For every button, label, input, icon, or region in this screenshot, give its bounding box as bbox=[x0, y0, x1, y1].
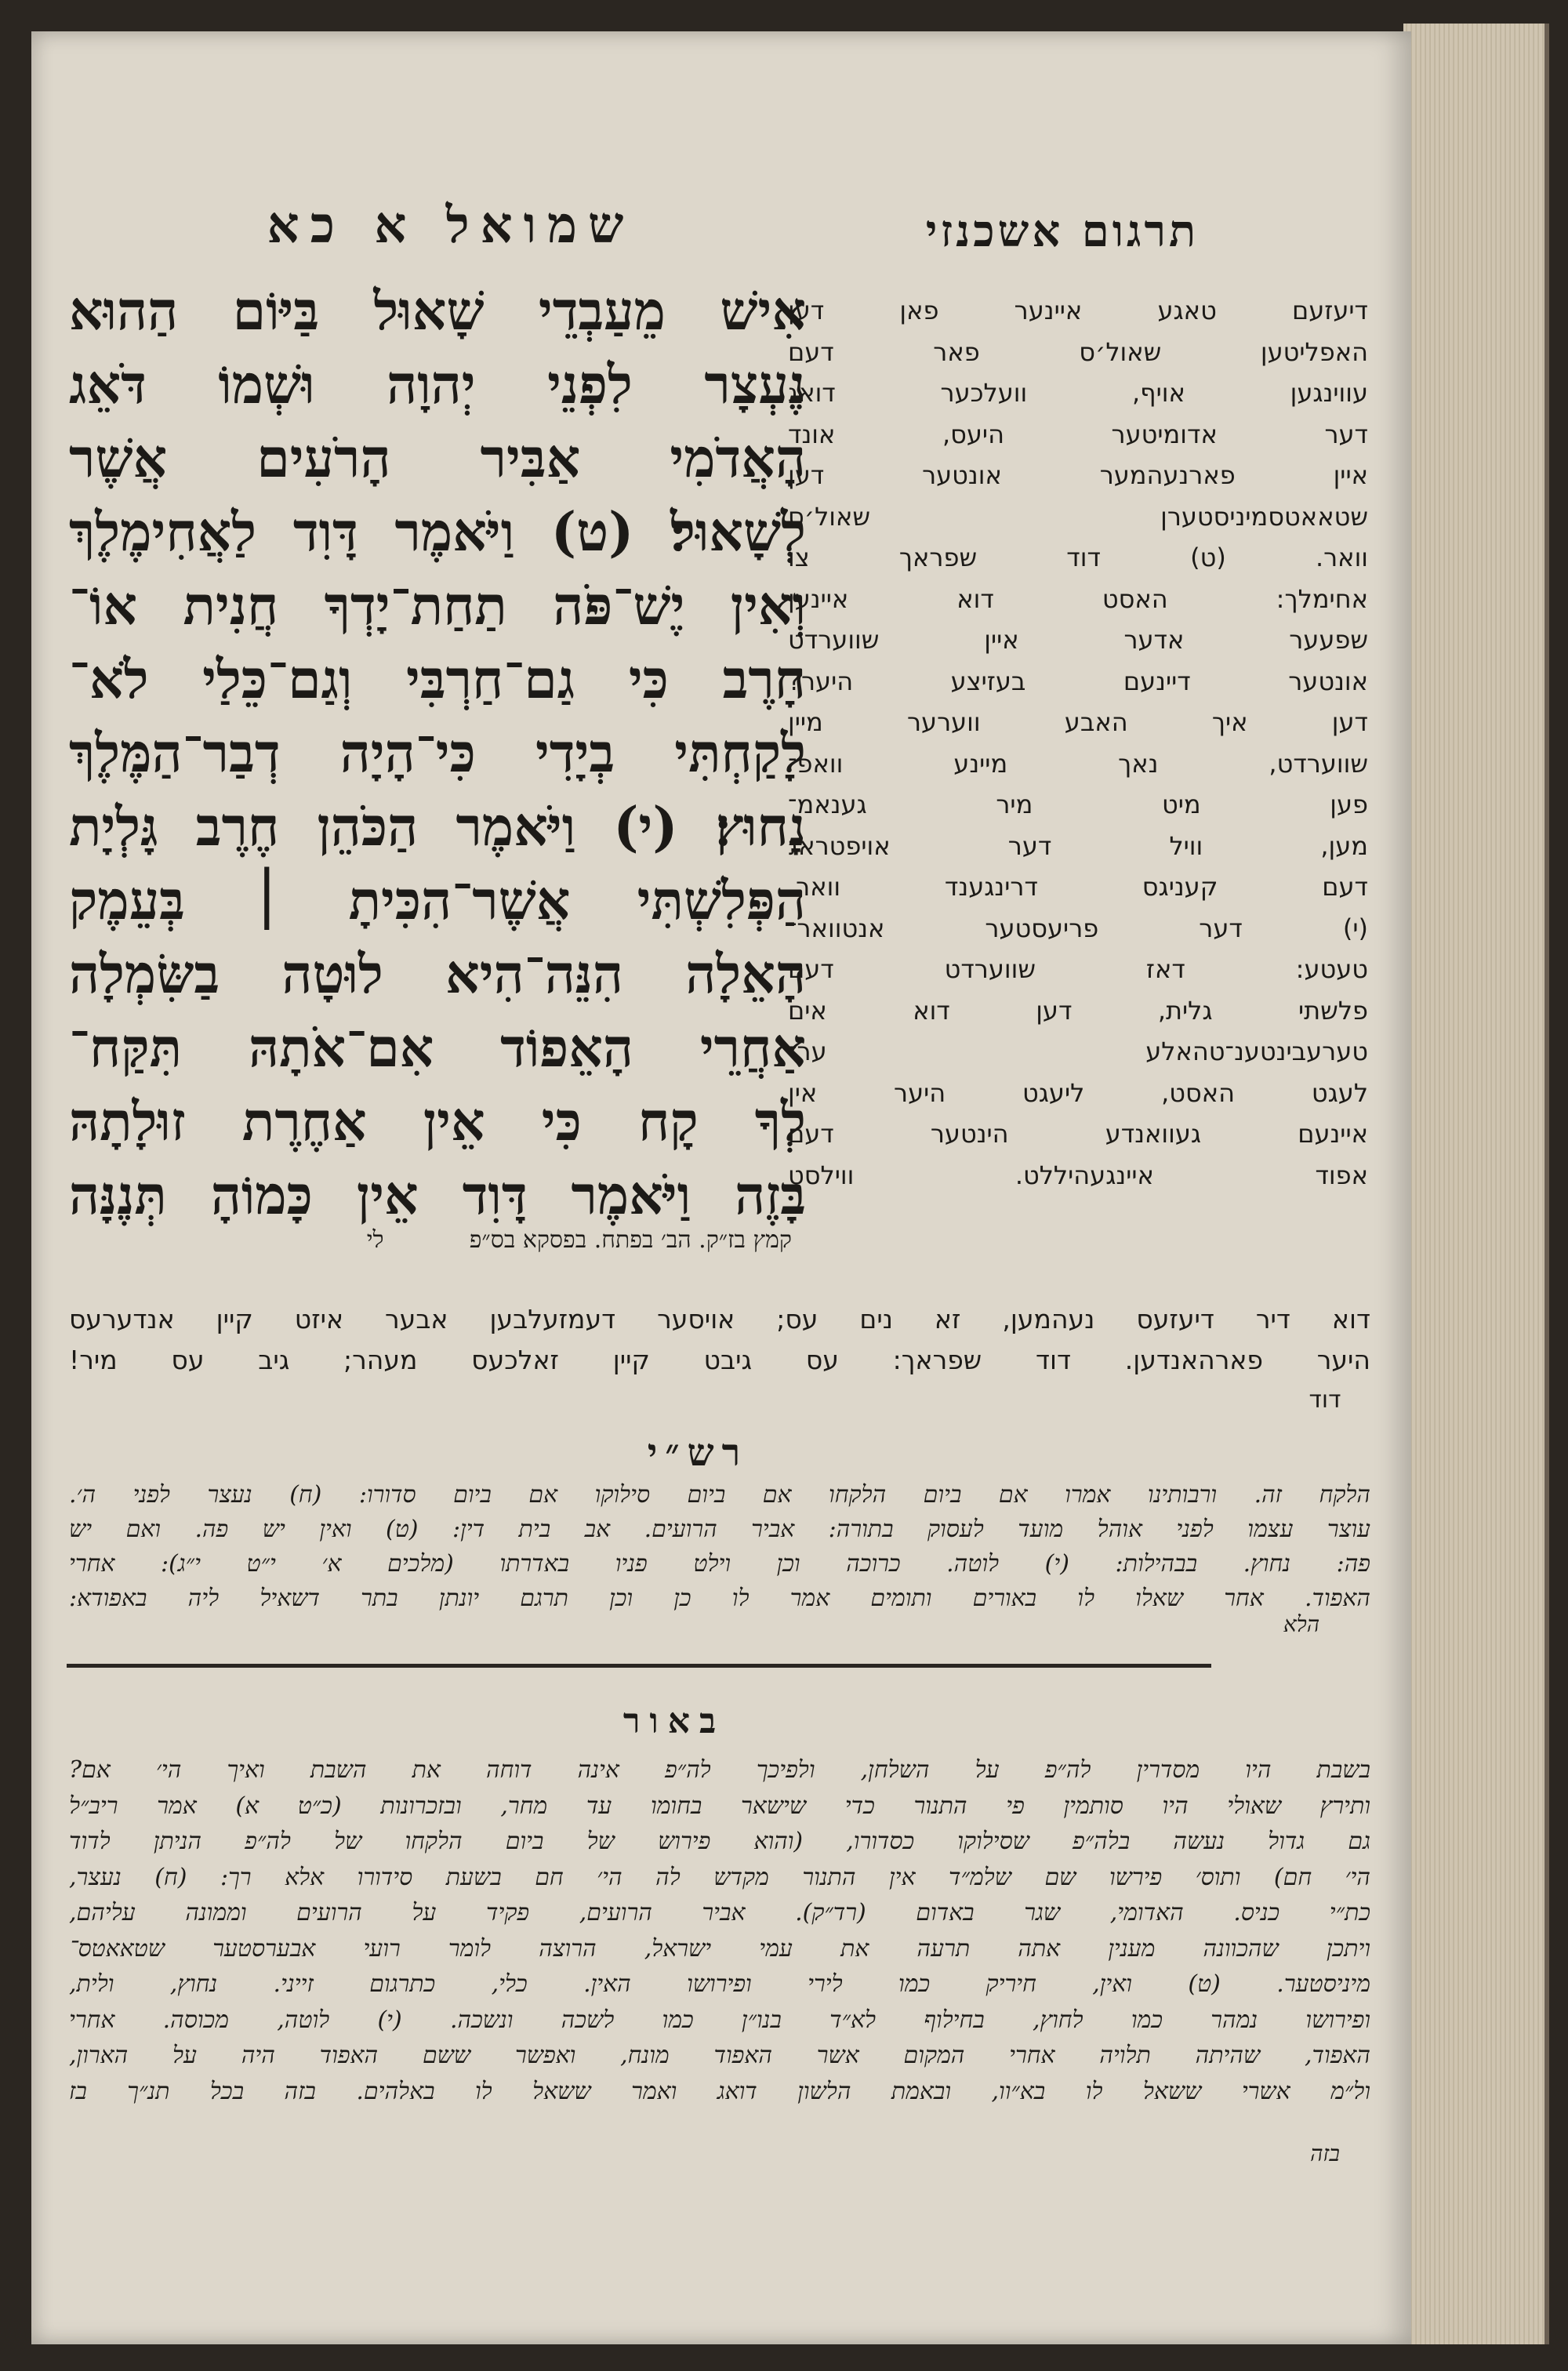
targum-line: פען מיט מיר גענאמ־ bbox=[788, 790, 1368, 819]
targum-line: דען איך האבע ווערער מיין bbox=[788, 707, 1368, 737]
targum-line: מען, וויל דער אויפטראג bbox=[788, 830, 1368, 861]
targum-line: היער פארהאנדען. דוד שפראך: עס גיבט קיין זאלכעס מעהר; גיב עס מיר! bbox=[69, 1345, 1370, 1375]
rashi-catchword: הלא bbox=[1283, 1611, 1320, 1637]
targum-line: שפעער אדער איין שווערדט bbox=[788, 625, 1368, 655]
targum-column bbox=[788, 290, 1368, 1196]
beur-line: הי׳ חם) ותוס׳ פירשו שם שלמ״ד אין התנור מקדש לה הי׳ חם בשעת סידורו אלא רך: (ח) נעצר, bbox=[69, 1863, 1370, 1891]
targum-line: עווינגען אויף, וועלכער דואג bbox=[788, 378, 1368, 408]
rashi-line: עוצר עצמו לפני אוהל מועד לעסוק בתורה: אביר הרועים. אב בית דין: (ט) ואין יש פה. ואם יש bbox=[69, 1516, 1370, 1543]
beur-line: ול״מ אשרי ששאל לו בא״וו, ובאמת הלשון דואג ואמר ששאל לו באלהים. בזה בכל תנ״ך בז bbox=[69, 2077, 1370, 2105]
book-title: שמואל א כא bbox=[267, 196, 635, 255]
main-text-line: אִישׁ מֵעַבְדֵי שָׁאוּל בַּיּוֹם הַהוּא bbox=[69, 280, 806, 343]
beur-line: ויתכן שהכוונה מענין אתה תרעה את עמי ישראל, הרוצה לומר רועי אבערסטער שטאאטס־ bbox=[69, 1934, 1370, 1963]
targum-line: האפליטען שאול׳ס פאר דעם bbox=[788, 336, 1368, 367]
beur-line: כת״י כניס. האדומי, שגר באדום (רד״ק). אביר הרועים, פקיד על הרועים וממונה עליהם, bbox=[69, 1899, 1370, 1926]
main-text-line: נָחוּץ׃ (י) וַיֹּאמֶר הַכֹּהֵן חֶרֶב גָּלְיָת bbox=[69, 796, 806, 859]
targum-line: טעטע: דאז שווערדט דעם bbox=[788, 954, 1368, 984]
rashi-line: הלקח זה. ורבותינו אמרו אם ביום הלקחו אם ביום סילוקו אם ביום סדורו: (ח) נעצר לפני ה׳. bbox=[69, 1481, 1370, 1509]
targum-line: טערעבינטענ־טהאלע ער־ bbox=[788, 1037, 1368, 1066]
targum-line: איינעם געוואנדע הינטער דעם bbox=[788, 1119, 1368, 1149]
targum-line: לעגט האסט, ליעגט היער אין bbox=[788, 1077, 1368, 1108]
main-text-line: בָּזֶה וַיֹּאמֶר דָּוִד אֵין כָּמוֹהָ תְּנֶנָּה bbox=[69, 1164, 806, 1227]
main-text-line: לְךָ קָח כִּי אֵין אַחֶרֶת זוּלָתָהּ bbox=[69, 1091, 806, 1153]
beur-line: ותירץ שאולי היו סותמין פי התנור כדי שישאר בחומו עד מחר, ובזכרונות (כ״ט א) אמר ריב״ל bbox=[69, 1792, 1370, 1820]
targum-line: שווערדט, נאך מיינע וואפ־ bbox=[788, 748, 1368, 779]
beur-line: מיניסטער. (ט) ואין, חיריק כמו לירי ופירושו האין. כלי, כתרגום זייני. נחוץ, ולית, bbox=[69, 1970, 1370, 1998]
main-text-line: לְשָׁאוּל׃ (ט) וַיֹּאמֶר דָּוִד לַאֲחִימֶלֶךְ bbox=[69, 501, 806, 564]
section-divider bbox=[67, 1664, 1211, 1668]
main-text-line: וְאִין יֶשׁ־פֹּה תַחַת־יָדְךָ חֲנִית אוֹ־ bbox=[69, 575, 806, 637]
targum-title: תרגום אשכנזי bbox=[925, 205, 1200, 257]
rashi-commentary bbox=[69, 1478, 1370, 1616]
targum-line: דוא דיר דיעזעס נעהמען, זא נים עס; אויסער דעמזעלבען אבער איזט קיין אנדערעס bbox=[69, 1304, 1370, 1334]
beur-line: גם גדול נעשה בלה״פ שסילוקו כסדורו, (והוא פירוש של ביום הלקחו של לה״פ הניתן לדוד bbox=[69, 1828, 1370, 1855]
beur-commentary bbox=[69, 1752, 1370, 2109]
main-text-line: נֶעְצָר לִפְנֵי יְהוָה וּשְׁמוֹ דֹּאֵג bbox=[69, 354, 806, 416]
beur-line: ופירושו נמהר כמו לחוץ, בחילוף לא״ד בנו״ן כמו לשכה ונשכה. (י) לוטה, מכוסה. אחרי bbox=[69, 2006, 1370, 2034]
targum-catchword: דוד bbox=[1308, 1386, 1341, 1414]
main-hebrew-text bbox=[69, 274, 806, 1233]
targum-line: אונטער דיינעם בעזיצע היער? bbox=[788, 666, 1368, 696]
rashi-line: פה: נחוץ. בבהילות: (י) לוטה. כרוכה וכן וילט פניו באדרתו (מלכים א׳ י״ט י״ג): אחרי bbox=[69, 1550, 1370, 1578]
main-text-line: לָקַחְתִּי בְיָדִי כִּי־הָיָה דְבַר־הַמֶּלֶךְ bbox=[69, 722, 806, 785]
book-page bbox=[31, 31, 1411, 2344]
targum-line: דער אדומיטער היעס, אונד bbox=[788, 419, 1368, 449]
targum-line: דיעזעם טאגע איינער פאן דען bbox=[788, 296, 1368, 325]
targum-continuation bbox=[69, 1299, 1370, 1381]
rashi-title: רש״י bbox=[647, 1431, 749, 1475]
main-text-footnote bbox=[102, 1226, 792, 1254]
beur-title: באור bbox=[622, 1701, 726, 1741]
targum-line: אחימלך: האסט דוא איינען bbox=[788, 583, 1368, 614]
targum-line: איין פארנעהמער אונטער דען bbox=[788, 460, 1368, 490]
targum-line: אפוד איינגעהיללט. ווילסט bbox=[788, 1160, 1368, 1190]
masoretic-note: קמץ בז״ק. הב׳ בפתח. בפסקא בס״פ bbox=[469, 1226, 792, 1254]
rashi-line: האפוד. אחר שאלו לו באורים ותומים אמר לו כן וכן תרגם יונתן בתר דשאיל ליה באפודא: bbox=[69, 1585, 1370, 1612]
targum-line: דעם קעניגס דרינגענד וואר. bbox=[788, 872, 1368, 902]
main-text-line: הָאֵלָה הִנֵּה־הִיא לוּטָה בַשִּׂמְלָה bbox=[69, 943, 806, 1006]
main-text-line: הַפְּלִשְׁתִּי אֲשֶׁר־הִכִּיתָ ׀ בְּעֵמֶק bbox=[69, 870, 806, 932]
book-page-edges bbox=[1403, 24, 1549, 2344]
targum-line: (י) דער פריעסטער אנטוואר־ bbox=[788, 913, 1368, 943]
beur-line: בשבת היו מסדרין לה״פ על השלחן, ולפיכך לה״פ אינה דוחה את השבת ואיך הי׳ אם? bbox=[69, 1756, 1370, 1784]
targum-line: שטאאטסמיניסטערן שאול׳ס bbox=[788, 501, 1368, 532]
main-text-line: אַחֲרֵי הָאֵפוֹד אִם־אֹתָהּ תִּקַּח־ bbox=[69, 1017, 806, 1080]
main-text-line: חָרֶב כִּי גַם־חַרְבִּי וְגַם־כֵּלַי לֹא־ bbox=[69, 648, 806, 711]
main-catchword: לי bbox=[366, 1226, 384, 1254]
main-text-line: הָאֲדֹמִי אַבִּיר הָרֹעִים אֲשֶׁר bbox=[69, 427, 806, 490]
beur-line: האפוד, שהיתה תלויה אחרי המקום אשר האפוד מונח, ואפשר ששם האפוד היה על הארון, bbox=[69, 2042, 1370, 2069]
targum-line: פלשתי גלית, דען דוא אים bbox=[788, 995, 1368, 1026]
beur-catchword: בזה bbox=[1310, 2140, 1340, 2166]
targum-line: וואר. (ט) דוד שפראך צו bbox=[788, 543, 1368, 572]
